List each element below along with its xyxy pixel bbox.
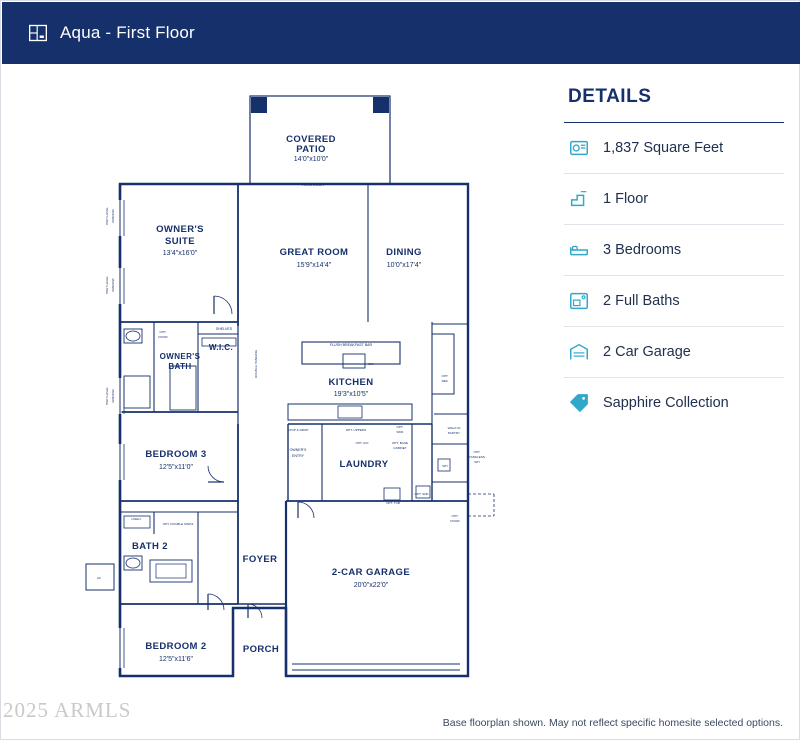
detail-garage bbox=[564, 326, 784, 377]
room-label: COVERED bbox=[286, 134, 336, 145]
annotation-label: SINK bbox=[396, 430, 404, 434]
room-label: 2-CAR GARAGE bbox=[331, 567, 411, 578]
room-dimension: 13'4"x16'0" bbox=[162, 250, 198, 257]
room-label: FOYER bbox=[242, 554, 278, 565]
floorplan-icon bbox=[28, 23, 48, 43]
annotation-label: OPT. TUB bbox=[386, 501, 400, 505]
annotation-label: OPT. bbox=[441, 374, 449, 378]
disclaimer-note: Base floorplan shown. May not reflect specific homesite selected options. bbox=[442, 717, 783, 729]
annotation-label: FLUSH BREAKFAST BAR bbox=[329, 343, 373, 347]
annotation-label: OPT. bbox=[473, 450, 481, 454]
tag-icon bbox=[568, 392, 590, 414]
room-label: PATIO bbox=[296, 144, 326, 155]
detail-baths bbox=[564, 275, 784, 326]
room-label: BEDROOM 2 bbox=[145, 641, 207, 652]
annotation-label: DOOR bbox=[450, 519, 460, 523]
detail-label: 2 Car Garage bbox=[603, 344, 691, 360]
annotation-label: WH bbox=[442, 464, 448, 468]
annotation-label: WINDOW bbox=[111, 389, 115, 403]
annotation-label: DOOR bbox=[158, 335, 168, 339]
page-title: Aqua - First Floor bbox=[60, 23, 195, 42]
annotation-label: OPT. UPPERS bbox=[345, 428, 367, 432]
room-label: OWNER'S bbox=[156, 224, 204, 235]
annotation-label: PATIO DOOR bbox=[301, 183, 325, 187]
annotation-label: OPT. bbox=[159, 330, 167, 334]
annotation-label: HIGH LEVEL bbox=[105, 206, 109, 226]
annotation-label: CABINET bbox=[393, 446, 407, 450]
annotation-label: AC bbox=[96, 576, 102, 580]
annotation-label: WINDOW bbox=[111, 278, 115, 292]
floorplan-drawing bbox=[2, 64, 550, 740]
detail-bedrooms bbox=[564, 224, 784, 275]
room-label: SUITE bbox=[165, 236, 195, 247]
detail-label: 1 Floor bbox=[603, 191, 649, 207]
annotation-label: WH bbox=[474, 460, 480, 464]
detail-label: Sapphire Collection bbox=[603, 395, 729, 411]
floorplan-svg bbox=[2, 64, 550, 740]
annotation-label: OPT. BASE bbox=[392, 441, 408, 445]
annotation-label: DOUBLE HANGING bbox=[254, 349, 258, 379]
room-dimension: 10'0"x17'4" bbox=[386, 262, 422, 269]
bed-icon bbox=[568, 239, 590, 261]
annotation-label: OWNER'S bbox=[289, 448, 307, 452]
room-dimension: 12'5"x11'0" bbox=[159, 464, 193, 471]
annotation-label: OPT. DOUBLE SINKS bbox=[162, 522, 194, 526]
content-area bbox=[2, 64, 800, 740]
annotation-label: OPT. bbox=[396, 425, 404, 429]
room-label: BATH bbox=[168, 362, 192, 371]
room-label: W.I.C. bbox=[208, 343, 234, 352]
annotation-label: OPT. A/O bbox=[355, 441, 369, 445]
annotation-label: DW bbox=[368, 362, 374, 366]
annotation-label: PANTRY bbox=[447, 431, 461, 435]
annotation-label: TANKLESS bbox=[469, 455, 485, 459]
detail-label: 3 Bedrooms bbox=[603, 242, 682, 258]
garage-icon bbox=[568, 341, 590, 363]
annotation-label: SHELVES bbox=[215, 327, 233, 331]
details-panel bbox=[550, 64, 800, 740]
watermark: 2025 ARMLS bbox=[3, 698, 132, 722]
detail-label: 1,837 Square Feet bbox=[603, 140, 724, 156]
detail-collection bbox=[564, 377, 784, 428]
detail-floors bbox=[564, 173, 784, 224]
annotation-label: REF. bbox=[441, 379, 449, 383]
room-label: PORCH bbox=[242, 644, 280, 655]
room-label: BATH 2 bbox=[131, 541, 169, 552]
annotation-label: WALK-IN bbox=[447, 426, 461, 430]
annotation-label: STOP & DROP bbox=[287, 428, 309, 432]
annotation-label: OPT. SNK. bbox=[414, 492, 430, 496]
room-label: BEDROOM 3 bbox=[145, 449, 207, 460]
room-dimension: 19'3"x10'5" bbox=[333, 391, 369, 398]
annotation-label: HIGH LEVEL bbox=[105, 386, 109, 406]
room-dimension: 20'0"x22'0" bbox=[353, 582, 389, 589]
room-label: OWNER'S bbox=[159, 352, 201, 361]
bath-icon bbox=[568, 290, 590, 312]
room-label: GREAT ROOM bbox=[279, 247, 349, 258]
details-heading: DETAILS bbox=[568, 86, 652, 107]
room-dimension: 15'9"x14'4" bbox=[296, 262, 332, 269]
page-header bbox=[2, 2, 800, 64]
room-dimension: 12'5"x11'6" bbox=[159, 656, 193, 663]
annotation-label: OPT. bbox=[451, 514, 459, 518]
room-label: DINING bbox=[386, 247, 422, 258]
annotation-label: HIGH LEVEL bbox=[105, 275, 109, 295]
room-label: KITCHEN bbox=[328, 377, 374, 388]
floors-icon bbox=[568, 188, 590, 210]
annotation-label: LINEN bbox=[131, 517, 141, 521]
area-icon bbox=[568, 137, 590, 159]
annotation-label: ENTRY bbox=[291, 454, 305, 458]
detail-label: 2 Full Baths bbox=[603, 293, 680, 309]
room-dimension: 14'0"x10'0" bbox=[293, 156, 329, 163]
room-label: LAUNDRY bbox=[339, 459, 389, 470]
annotation-label: WINDOW bbox=[111, 209, 115, 223]
detail-square-feet bbox=[564, 122, 784, 173]
